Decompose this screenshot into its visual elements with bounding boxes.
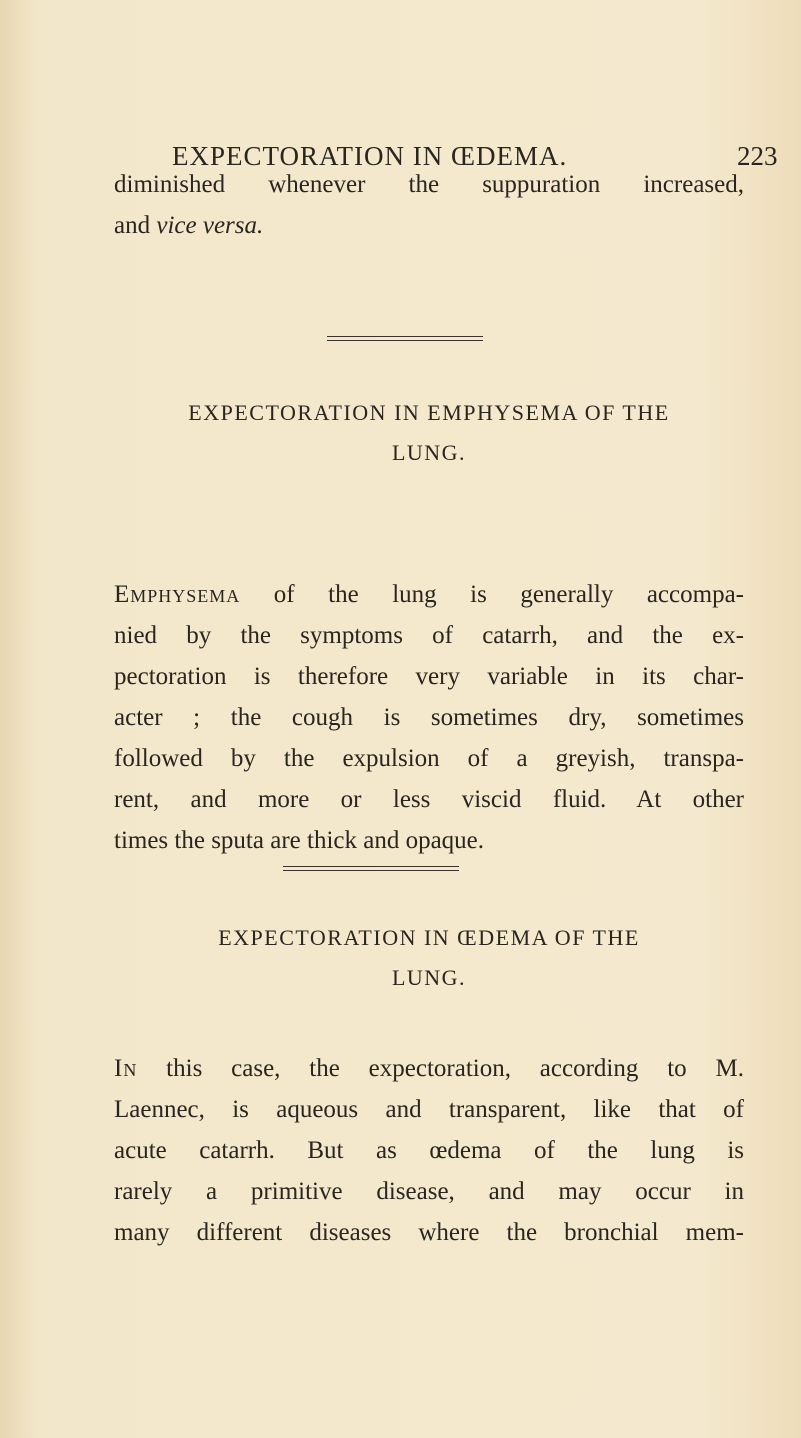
text-fragment: of the lung is generally accompa- — [240, 581, 744, 608]
text-line: times the sputa are thick and opaque. — [114, 827, 485, 854]
text-line: rarely a primitive disease, and may occur in — [114, 1178, 744, 1205]
text-line: acute catarrh. But as œdema of the lung is — [114, 1137, 744, 1164]
italic-phrase: vice versa. — [156, 212, 264, 239]
heading-line: LUNG. — [391, 440, 467, 465]
paragraph-emphysema — [114, 574, 744, 861]
lead-word: In — [114, 1055, 138, 1082]
page-number: 223 — [737, 141, 778, 171]
text-line: Laennec, is aqueous and transparent, like that of — [114, 1096, 744, 1123]
heading-line: EXPECTORATION IN ŒDEMA OF THE — [218, 925, 640, 950]
text-line: diminished whenever the suppuration increased, — [114, 171, 744, 198]
heading-line: EXPECTORATION IN EMPHYSEMA OF THE — [188, 400, 670, 425]
heading-line: LUNG. — [391, 965, 467, 990]
text-line: followed by the expulsion of a greyish, transpa- — [114, 745, 744, 772]
text-line: many different diseases where the bronchial mem- — [114, 1219, 744, 1246]
paragraph-oedema — [114, 1048, 744, 1253]
text-line: acter ; the cough is sometimes dry, sometimes — [114, 704, 744, 731]
lead-word: Emphysema — [114, 581, 241, 608]
section-heading-emphysema — [114, 393, 744, 473]
text-fragment: this case, the expectoration, according to M. — [137, 1055, 744, 1082]
paragraph-continued — [114, 164, 744, 246]
text-line: pectoration is therefore very variable in its char- — [114, 663, 744, 690]
text-line — [114, 205, 744, 246]
text-line — [114, 1048, 744, 1089]
text-line: rent, and more or less viscid fluid. At other — [114, 786, 744, 813]
text-fragment: and — [114, 212, 157, 239]
section-divider — [327, 336, 483, 337]
running-title: EXPECTORATION IN ŒDEMA. — [172, 141, 568, 171]
text-line: nied by the symptoms of catarrh, and the ex- — [114, 622, 744, 649]
section-heading-oedema — [114, 918, 744, 998]
text-line — [114, 574, 744, 615]
section-divider — [283, 866, 459, 867]
